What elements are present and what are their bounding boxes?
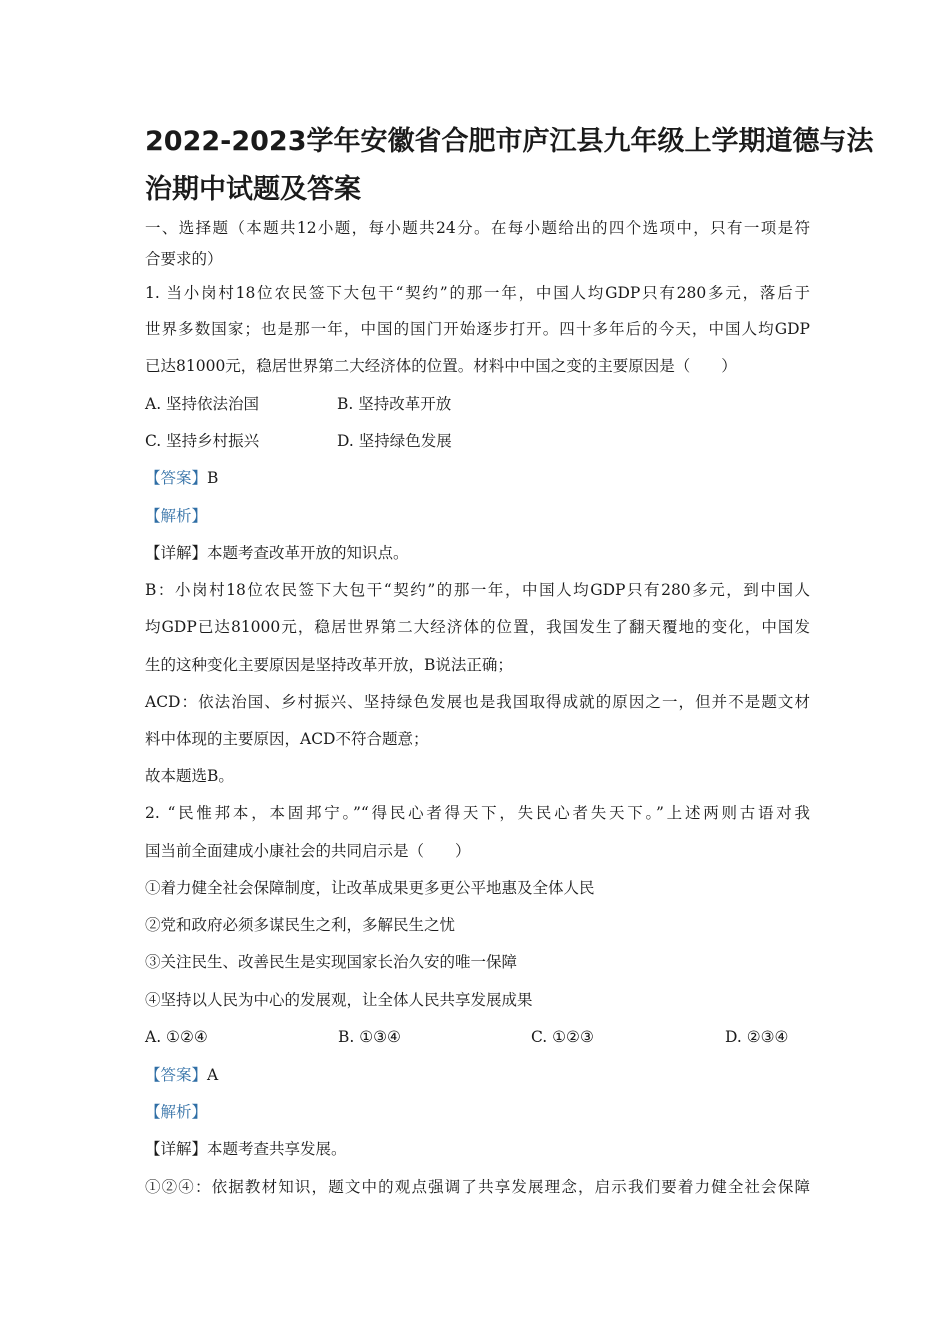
q1-detail-text: 本题考查改革开放的知识点。 bbox=[207, 544, 409, 562]
q1-option-b: B. 坚持改革开放 bbox=[337, 395, 452, 413]
q1-stem-line-3: 已达81000元，稳居世界第二大经济体的位置。材料中中国之变的主要原因是（ ） bbox=[145, 357, 737, 375]
document-title-line-2: 治期中试题及答案 bbox=[145, 174, 361, 205]
q2-answer bbox=[145, 1068, 810, 1084]
q2-stem-line-2: 国当前全面建成小康社会的共同启示是（ ） bbox=[145, 842, 471, 860]
q2-answer-tag: 【答案】 bbox=[145, 1066, 208, 1084]
q1-answer-value: B bbox=[207, 469, 219, 487]
q1-answer bbox=[145, 471, 810, 487]
q2-answer-value: A bbox=[207, 1066, 219, 1084]
q1-detail-tag: 【详解】 bbox=[145, 544, 208, 562]
q1-option-d: D. 坚持绿色发展 bbox=[337, 432, 452, 450]
q1-explanation-2-line-2: 料中体现的主要原因，ACD不符合题意； bbox=[145, 730, 429, 748]
q2-analysis bbox=[145, 1105, 810, 1121]
section-heading-line-1: 一、选择题（本题共12小题，每小题共24分。在每小题给出的四个选项中，只有一项是符 bbox=[145, 219, 810, 237]
q2-item-2: ②党和政府必须多谋民生之利，多解民生之忧 bbox=[145, 916, 456, 934]
q2-analysis-tag: 【解析】 bbox=[145, 1103, 208, 1121]
q2-option-a: A. ①②④ bbox=[145, 1028, 208, 1046]
q2-stem-line-1: 2. “民惟邦本，本固邦宁。”“得民心者得天下，失民心者失天下。”上述两则古语对我 bbox=[145, 804, 810, 822]
q1-stem-line-1: 1. 当小岗村18位农民签下大包干“契约”的那一年，中国人均GDP只有280多元，落后于 bbox=[145, 284, 810, 302]
document-title-line-1: 2022-2023学年安徽省合肥市庐江县九年级上学期道德与法 bbox=[145, 126, 874, 157]
q2-detail-text: 本题考查共享发展。 bbox=[207, 1140, 347, 1158]
q2-option-c: C. ①②③ bbox=[531, 1028, 594, 1046]
q1-analysis-tag: 【解析】 bbox=[145, 507, 208, 525]
q2-detail-tag: 【详解】 bbox=[145, 1140, 208, 1158]
q1-option-c: C. 坚持乡村振兴 bbox=[145, 432, 260, 450]
q1-explanation-1-line-2: 均GDP已达81000元，稳居世界第二大经济体的位置，我国发生了翻天覆地的变化，中国发 bbox=[145, 618, 810, 636]
q1-stem-line-2: 世界多数国家；也是那一年，中国的国门开始逐步打开。四十多年后的今天，中国人均GDP bbox=[145, 320, 810, 338]
q2-detail bbox=[145, 1142, 810, 1158]
q1-option-a: A. 坚持依法治国 bbox=[145, 395, 260, 413]
q1-analysis bbox=[145, 509, 810, 525]
q1-explanation-2-line-1: ACD：依法治国、乡村振兴、坚持绿色发展也是我国取得成就的原因之一，但并不是题文材 bbox=[145, 693, 810, 711]
q1-detail bbox=[145, 546, 810, 562]
q2-explanation-1-line-1: ①②④：依据教材知识，题文中的观点强调了共享发展理念，启示我们要着力健全社会保障 bbox=[145, 1178, 810, 1196]
q2-item-1: ①着力健全社会保障制度，让改革成果更多更公平地惠及全体人民 bbox=[145, 879, 595, 897]
q1-explanation-1-line-3: 生的这种变化主要原因是坚持改革开放，B说法正确； bbox=[145, 656, 513, 674]
q1-explanation-1-line-1: B：小岗村18位农民签下大包干“契约”的那一年，中国人均GDP只有280多元，到中国人 bbox=[145, 581, 810, 599]
section-heading-line-2: 合要求的） bbox=[145, 250, 223, 268]
q1-conclusion: 故本题选B。 bbox=[145, 767, 234, 785]
q2-option-b: B. ①③④ bbox=[338, 1028, 401, 1046]
q1-answer-tag: 【答案】 bbox=[145, 469, 208, 487]
q2-item-3: ③关注民生、改善民生是实现国家长治久安的唯一保障 bbox=[145, 953, 518, 971]
q2-option-d: D. ②③④ bbox=[725, 1028, 789, 1046]
q2-item-4: ④坚持以人民为中心的发展观，让全体人民共享发展成果 bbox=[145, 991, 533, 1009]
